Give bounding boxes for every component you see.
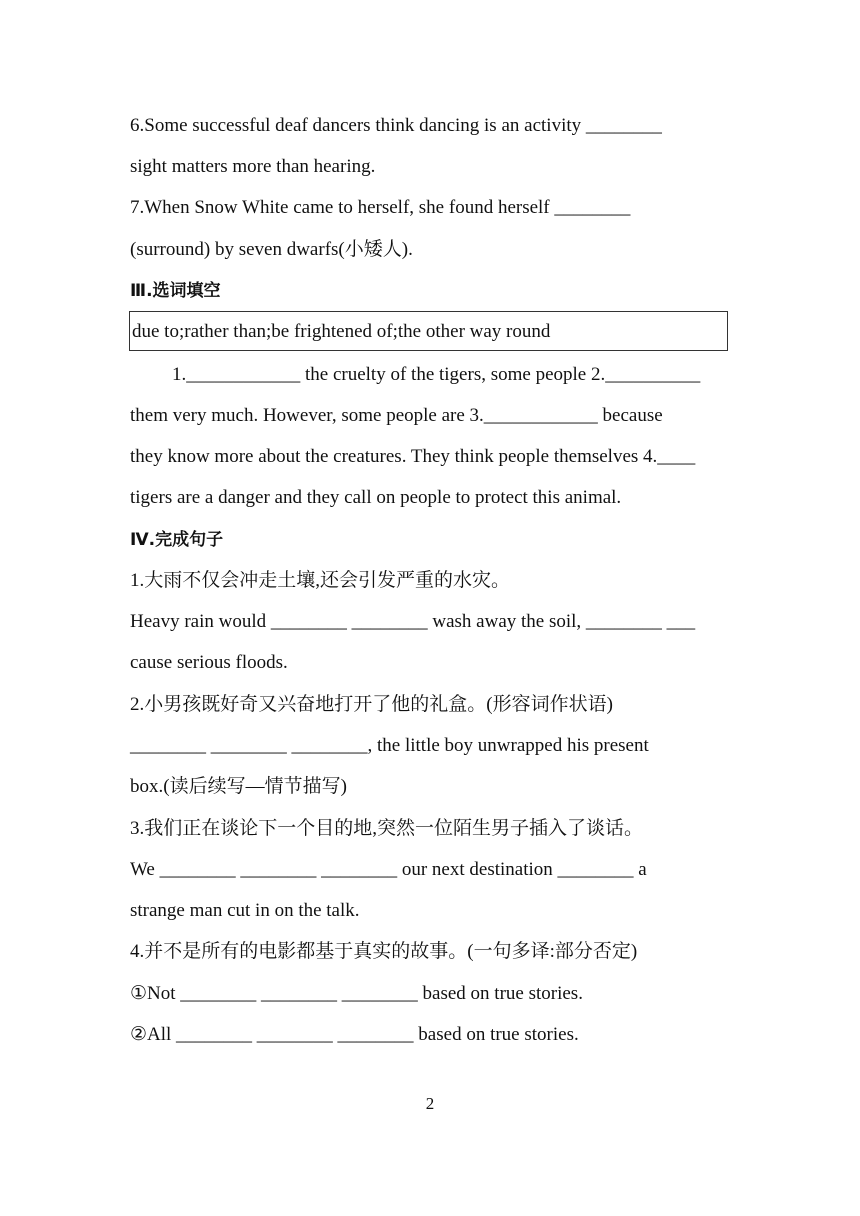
sentence-1-english-line-2: cause serious floods. [130, 652, 288, 673]
word-bank-text: due to;rather than;be frightened of;the other way round [132, 321, 551, 342]
sentence-3-english-line-2: strange man cut in on the talk. [130, 900, 360, 921]
sentence-2-chinese: 2.小男孩既好奇又兴奋地打开了他的礼盒。(形容词作状语) [130, 694, 613, 715]
sentence-2-english-line-2: box.(读后续写—情节描写) [130, 776, 347, 797]
word-bank-box [129, 311, 728, 351]
passage-line-1: 1.____________ the cruelty of the tigers, some people 2.__________ [172, 364, 701, 385]
item-7-line-1: 7.When Snow White came to herself, she found herself ________ [130, 197, 631, 218]
page-number: 2 [425, 1094, 435, 1113]
sentence-3-chinese: 3.我们正在谈论下一个目的地,突然一位陌生男子插入了谈话。 [130, 818, 644, 839]
item-7-line-2: (surround) by seven dwarfs(小矮人). [130, 239, 413, 260]
section-3-title: Ⅲ.选词填空 [130, 281, 221, 301]
sentence-1-english-line-1: Heavy rain would ________ ________ wash away the soil, ________ ___ [130, 611, 696, 632]
sentence-4-translation-1: ①Not ________ ________ ________ based on true stories. [130, 983, 583, 1004]
item-6-line-2: sight matters more than hearing. [130, 156, 376, 177]
section-4-heading [130, 528, 740, 552]
sentence-3-english-line-1: We ________ ________ ________ our next destination ________ a [130, 859, 647, 880]
passage-line-2: them very much. However, some people are 3.____________ because [130, 405, 663, 426]
passage-line-3: they know more about the creatures. They think people themselves 4.____ [130, 446, 696, 467]
sentence-2-english-line-1: ________ ________ ________, the little boy unwrapped his present [130, 735, 649, 756]
sentence-4-translation-2: ②All ________ ________ ________ based on true stories. [130, 1024, 579, 1045]
item-6-line-1: 6.Some successful deaf dancers think dancing is an activity ________ [130, 115, 662, 136]
section-4-title: Ⅳ.完成句子 [130, 530, 224, 550]
passage-line-4: tigers are a danger and they call on people to protect this animal. [130, 487, 622, 508]
section-3-heading [130, 279, 740, 303]
sentence-4-chinese: 4.并不是所有的电影都基于真实的故事。(一句多译:部分否定) [130, 941, 638, 962]
sentence-1-chinese: 1.大雨不仅会冲走土壤,还会引发严重的水灾。 [130, 570, 511, 591]
